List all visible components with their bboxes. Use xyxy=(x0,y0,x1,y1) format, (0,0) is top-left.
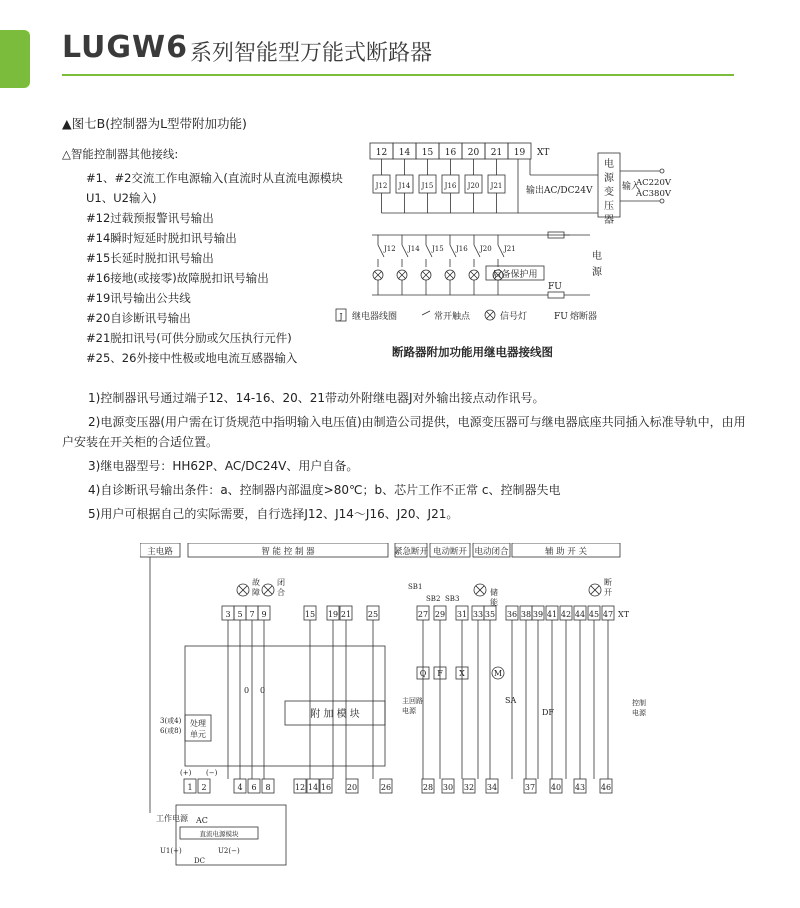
wiring-item: U1、U2输入) xyxy=(86,191,157,205)
contact-label: J12 xyxy=(384,245,396,253)
terminal-label: 43 xyxy=(574,783,586,792)
u2-label: U2(−) xyxy=(218,847,240,855)
sb-label: SB2 xyxy=(426,595,441,603)
contact-label: J16 xyxy=(456,245,468,253)
header-label: 电动断开 xyxy=(432,547,468,557)
terminal-label: 14 xyxy=(307,783,319,792)
terminal-label: 16 xyxy=(320,783,332,792)
terminal-label: 46 xyxy=(600,783,612,792)
module-label: 附 加 模 块 xyxy=(310,709,360,720)
terminal-label: 6 xyxy=(251,783,257,792)
terminal-label: 33 xyxy=(472,610,484,619)
zero-label: 0 xyxy=(244,686,250,695)
terminal-label: 20 xyxy=(467,148,480,158)
ctrl-power-label: 控制 xyxy=(632,699,646,707)
terminal-label: 34 xyxy=(486,783,498,792)
sa-label: SA xyxy=(505,696,517,705)
wiring-item: #25、26外接中性极或地电流互感器输入 xyxy=(86,351,298,365)
header-label: 主电路 xyxy=(147,547,173,557)
terminal-label: 21 xyxy=(490,148,503,158)
input-terminal xyxy=(660,199,664,203)
header-label: 辅 助 开 关 xyxy=(544,547,588,557)
terminal-label: 38 xyxy=(520,610,532,619)
input-terminal xyxy=(660,169,664,173)
legend-contact-label: 常开触点 xyxy=(434,312,471,322)
u1-label: U1(+) xyxy=(160,847,182,855)
wiring-item: #12过载预报警讯号输出 xyxy=(86,211,214,225)
df-label: DF xyxy=(542,708,554,717)
ct-label: 3(或4) xyxy=(160,717,182,725)
contact-label: J20 xyxy=(480,245,492,253)
ct-label: 6(或8) xyxy=(160,727,182,735)
ctrl-power-label: 电源 xyxy=(632,709,646,717)
relay-label: J16 xyxy=(444,182,457,190)
terminal-label: 14 xyxy=(398,148,411,158)
contact-label: J14 xyxy=(408,245,420,253)
terminal-label: 1 xyxy=(187,783,193,792)
main-power-label: 主回路 xyxy=(402,697,423,705)
terminal-label: 25 xyxy=(367,610,379,619)
wiring-item: #19讯号输出公共线 xyxy=(86,291,191,305)
transformer-char: 压 xyxy=(604,201,614,212)
dc-module-label: 直流电源模块 xyxy=(199,830,239,838)
terminal-label: 15 xyxy=(304,610,316,619)
lamp-label: 断 xyxy=(604,578,612,587)
wiring-item: #1、#2交流工作电源输入(直流时从直流电源模块 xyxy=(86,171,343,185)
wiring-item: #14瞬时短延时脱扣讯号输出 xyxy=(86,231,237,245)
terminal-label: 12 xyxy=(375,148,388,158)
relay-diagram xyxy=(330,135,710,335)
lamp-label: 能 xyxy=(490,598,498,607)
power-label: 电 xyxy=(592,251,602,262)
lamp-label: 故 xyxy=(252,578,260,587)
terminal-label: 29 xyxy=(434,610,446,619)
main-power-label: 电源 xyxy=(402,707,416,715)
terminal-label: 27 xyxy=(417,610,429,619)
zero-label: 0 xyxy=(260,686,266,695)
terminal-label: 8 xyxy=(265,783,271,792)
figure-caption: ▲图七B(控制器为L型带附加功能) xyxy=(62,116,247,131)
title-rule xyxy=(62,74,734,76)
legend-fu: FU xyxy=(554,312,568,322)
output-label: 输出AC/DC24V xyxy=(526,186,593,196)
power-label: 源 xyxy=(592,267,602,278)
coil-label: F xyxy=(437,669,443,678)
transformer-char: 电 xyxy=(604,159,614,170)
header-label: 电动闭合 xyxy=(474,547,509,557)
transformer-char: 源 xyxy=(604,173,614,184)
terminal-label: 12 xyxy=(294,783,306,792)
terminal-label: 9 xyxy=(261,610,267,619)
coil-label: X xyxy=(459,669,465,678)
terminal-label: 44 xyxy=(574,610,586,619)
header-label: 智 能 控 制 器 xyxy=(261,547,315,557)
terminal-label: 20 xyxy=(346,783,358,792)
transformer-char: 变 xyxy=(604,187,614,198)
terminal-label: 26 xyxy=(380,783,392,792)
fuse xyxy=(548,292,564,298)
sb-label: SB1 xyxy=(408,583,423,591)
note-line: 5)用户可根据自己的实际需要，自行选择J12、J14～J16、J20、J21。 xyxy=(88,507,459,521)
page-subtitle: 系列智能型万能式断路器 xyxy=(190,41,433,66)
legend-lamp-label: 信号灯 xyxy=(500,312,528,322)
wiring-item: #16接地(或接零)故障脱扣讯号输出 xyxy=(86,271,269,285)
work-power-label: 工作电源 xyxy=(156,814,188,823)
terminal-label: 40 xyxy=(550,783,562,792)
terminal-label: 42 xyxy=(560,610,572,619)
note-line: 3)继电器型号：HH62P、AC/DC24V、用户自备。 xyxy=(88,459,359,473)
polarity-label: (+) xyxy=(180,769,192,777)
wiring-title: △智能控制器其他接线: xyxy=(62,147,179,161)
note-line: 4)自诊断讯号输出条件：a、控制器内部温度>80℃；b、芯片工作不正常 c、控制器失电 xyxy=(88,483,561,497)
terminal-label: 39 xyxy=(532,610,544,619)
lamp-label: 障 xyxy=(252,588,260,597)
terminal-label: 37 xyxy=(524,783,536,792)
wiring-item: #15长延时脱扣讯号输出 xyxy=(86,251,214,265)
coil-label: M xyxy=(493,669,503,678)
relay-label: J20 xyxy=(467,182,480,190)
lamp-label: 合 xyxy=(277,588,285,597)
ac-label: AC220V xyxy=(636,178,672,188)
xt-label: XT xyxy=(537,148,550,158)
terminal-label: 35 xyxy=(484,610,496,619)
sb-label: SB3 xyxy=(445,595,460,603)
wiring-item: #21脱扣讯号(可供分励或欠压执行元件) xyxy=(86,331,292,345)
terminal-label: 5 xyxy=(237,610,243,619)
terminal-label: 19 xyxy=(327,610,339,619)
transformer-char: 器 xyxy=(604,215,614,226)
lamp-label: 储 xyxy=(490,588,498,597)
legend-contact xyxy=(422,311,430,315)
ac-label: AC xyxy=(196,816,208,825)
relay-diagram-caption: 断路器附加功能用继电器接线图 xyxy=(392,345,553,359)
terminal-label: 31 xyxy=(456,610,468,619)
note-line: 1)控制器讯号通过端子12、14-16、20、21带动外附继电器J对外输出接点动作讯号。 xyxy=(88,391,545,405)
backup-label: 后备保护用 xyxy=(492,270,538,280)
terminal-label: 36 xyxy=(506,610,518,619)
fu-label: FU xyxy=(548,282,562,292)
terminal-label: 41 xyxy=(546,610,558,619)
relay-label: J21 xyxy=(490,182,503,190)
header-label: 紧急断开 xyxy=(393,547,429,557)
terminal-label: 2 xyxy=(201,783,207,792)
terminal-label: 30 xyxy=(442,783,454,792)
legend-fuse-label: 熔断器 xyxy=(570,312,598,322)
main-wiring-diagram xyxy=(140,543,660,878)
terminal-label: 4 xyxy=(237,783,243,792)
lamp-label: 闭 xyxy=(277,578,285,587)
relay-label: J12 xyxy=(375,182,388,190)
ac-label: AC380V xyxy=(636,189,672,199)
xt-label: XT xyxy=(618,610,630,619)
terminal-label: 32 xyxy=(463,783,475,792)
terminal-label: 7 xyxy=(249,610,255,619)
terminal-label: 21 xyxy=(340,610,352,619)
processor-label: 处理 xyxy=(190,719,206,728)
legend-j: J xyxy=(339,312,343,321)
input-label: 输入 xyxy=(622,182,641,192)
accent-bar xyxy=(0,30,30,88)
terminal-label: 15 xyxy=(421,148,434,158)
note-line: 户安装在开关柜的合适位置。 xyxy=(62,435,219,449)
terminal-label: 19 xyxy=(513,148,526,158)
relay-label: J14 xyxy=(398,182,411,190)
terminal-label: 16 xyxy=(444,148,457,158)
terminal-label: 3 xyxy=(225,610,231,619)
note-line: 2)电源变压器(用户需在订货规范中指明输入电压值)由制造公司提供，电源变压器可与继电器底座共同插入标准导轨中，由用 xyxy=(88,415,746,429)
coil-label: Q xyxy=(419,669,427,678)
terminal-label: 45 xyxy=(588,610,600,619)
polarity-label: (−) xyxy=(206,769,218,777)
brand-title: LUGW6 xyxy=(62,30,188,65)
processor-label: 单元 xyxy=(190,730,206,739)
terminal-label: 47 xyxy=(602,610,614,619)
contact-label: J15 xyxy=(432,245,444,253)
relay-label: J15 xyxy=(421,182,434,190)
legend-coil-label: 继电器线圈 xyxy=(352,312,398,322)
contact-label: J21 xyxy=(504,245,516,253)
lamp-label: 开 xyxy=(604,588,612,597)
wiring-item: #20自诊断讯号输出 xyxy=(86,311,191,325)
terminal-label: 28 xyxy=(422,783,434,792)
dc-label: DC xyxy=(194,857,205,865)
